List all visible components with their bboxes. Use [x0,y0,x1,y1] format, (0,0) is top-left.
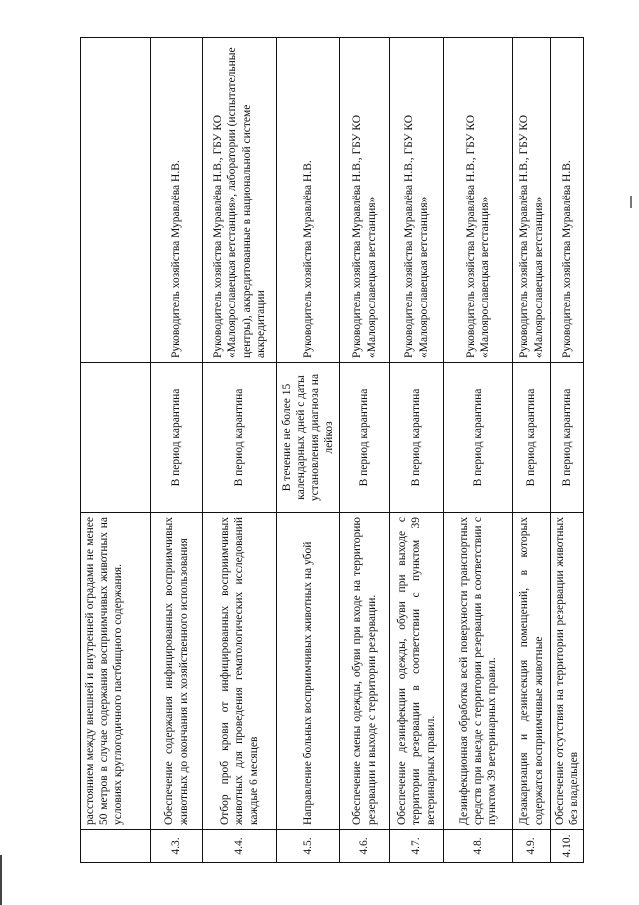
row-number: 4.8. [444,830,513,863]
responsible-cell: Руководитель хозяйства Муравлёва Н.В., ГБУ КО «Малоярославецкая ветстанция» [340,38,390,363]
action-cell: Направление больных восприимчивых животных на убой [277,513,340,830]
row-number: 4.7. [390,830,444,863]
responsible-cell: Руководитель хозяйства Муравлёва Н.В., ГБУ КО «Малоярославецкая ветстанция» [444,38,513,363]
responsible-cell: Руководитель хозяйства Муравлёва Н.В. [277,38,340,363]
term-cell: В период карантина [390,363,444,513]
row-number [81,830,151,863]
table-row [340,38,390,863]
action-cell: Дезакаризация и дезинсекция помещений, в которых содержатся восприимчивые животные [513,513,551,830]
row-number: 4.10. [551,830,584,863]
scan-speck [630,196,632,208]
responsible-cell: Руководитель хозяйства Муравлёва Н.В., ГБУ КО «Малоярославецкая ветстанция» [390,38,444,363]
row-number: 4.3. [151,830,203,863]
row-number: 4.5. [277,830,340,863]
action-cell: Обеспечение отсутствия на территории резервации животных без владельцев [551,513,584,830]
action-cell: Отбор проб крови от инфицированных восприимчивых животных для проведения гематологических исследований каждые 6 месяцев [203,513,277,830]
term-cell: В период карантина [340,363,390,513]
scan-edge-mark [0,855,2,905]
table-row [444,38,513,863]
term-cell: В период карантина [444,363,513,513]
table-row [81,38,151,863]
action-cell: Обеспечение дезинфекции одежды, обуви при выходе с территории резервации в соответствии с пунктом 39 ветеринарных правил. [390,513,444,830]
table-row [151,38,203,863]
action-cell: расстоянием между внешней и внутренней оградами не менее 50 метров в случае содержания восприимчивых животных на условиях круглогодичного пастбищного содержания. [81,513,151,830]
table-row [513,38,551,863]
term-cell: В период карантина [151,363,203,513]
responsible-cell: Руководитель хозяйства Муравлёва Н.В. [151,38,203,363]
term-cell: В период карантина [513,363,551,513]
row-number: 4.6. [340,830,390,863]
term-cell [81,363,151,513]
term-cell: В период карантина [203,363,277,513]
responsible-cell [81,38,151,363]
table-row [551,38,584,863]
table-row [390,38,444,863]
action-cell: Обеспечение смены одежды, обуви при входе на территорию резервации и выходе с территории резервации. [340,513,390,830]
action-cell: Обеспечение содержания инфицированных восприимчивых животных до окончания их хозяйственного использования [151,513,203,830]
table-row [277,38,340,863]
responsible-cell: Руководитель хозяйства Муравлёва Н.В., ГБУ КО «Малоярославецкая ветстанция» [513,38,551,363]
term-cell: В период карантина [551,363,584,513]
action-cell: Дезинфекционная обработка всей поверхности транспортных средств при выезде с территории резервации в соответствии с пунктом 39 ветеринарных правил. [444,513,513,830]
responsible-cell: Руководитель хозяйства Муравлёва Н.В., ГБУ КО «Малоярославецкая ветстанция», лаборатории (испытательные центры), аккредитованные в национальной системе аккредитации [203,38,277,363]
measures-table [80,37,584,863]
responsible-cell: Руководитель хозяйства Муравлёва Н.В. [551,38,584,363]
row-number: 4.4. [203,830,277,863]
row-number: 4.9. [513,830,551,863]
term-cell: В течение не более 15 календарных дней с даты установления диагноза на лейкоз [277,363,340,513]
table-row [203,38,277,863]
